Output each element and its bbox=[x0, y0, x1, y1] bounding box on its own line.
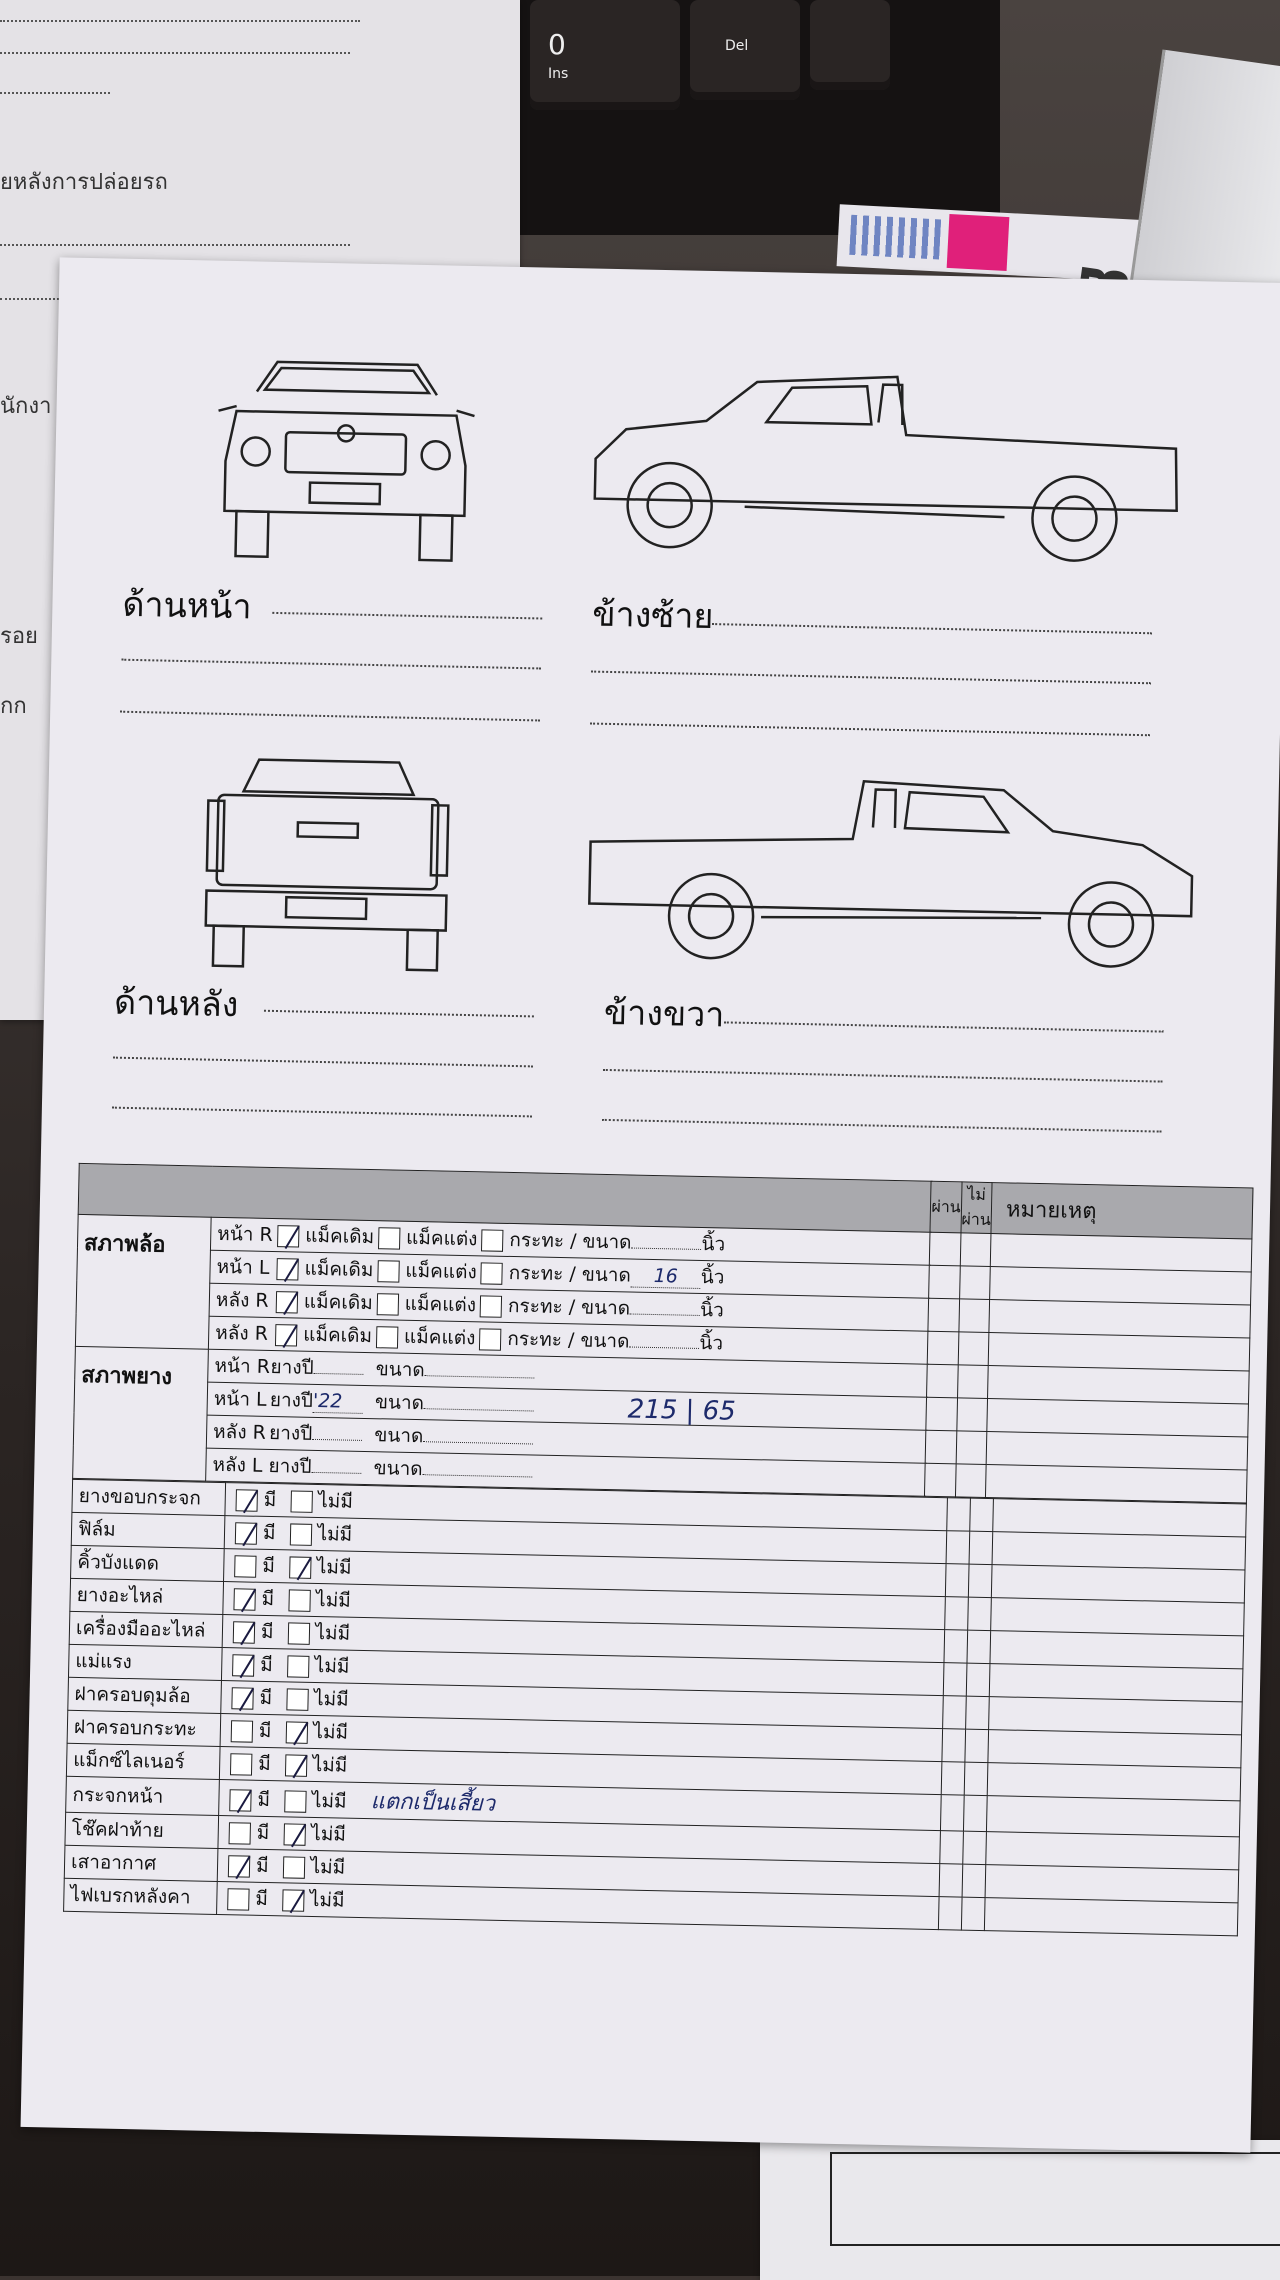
fail-cell[interactable] bbox=[956, 1431, 987, 1465]
accessory-note bbox=[373, 1654, 374, 1679]
no-label: ไม่มี bbox=[311, 1789, 347, 1813]
accessory-name: แม่แรง bbox=[68, 1644, 222, 1680]
pass-cell[interactable] bbox=[926, 1430, 957, 1464]
pass-cell[interactable] bbox=[926, 1397, 957, 1431]
pass-cell[interactable] bbox=[946, 1531, 970, 1564]
no-label: ไม่มี bbox=[313, 1687, 349, 1711]
remarks-cell[interactable] bbox=[990, 1267, 1252, 1305]
yes-label: มี bbox=[263, 1488, 277, 1512]
yes-label: มี bbox=[262, 1554, 276, 1578]
no-label: ไม่มี bbox=[313, 1720, 349, 1744]
dotted-line bbox=[0, 20, 360, 22]
remarks-cell[interactable] bbox=[990, 1631, 1244, 1669]
pass-cell[interactable] bbox=[942, 1729, 966, 1762]
none-checkbox[interactable] bbox=[283, 1823, 305, 1845]
bottom-sheet bbox=[760, 2140, 1280, 2280]
pass-cell[interactable] bbox=[944, 1630, 968, 1663]
accessory-note bbox=[368, 1888, 369, 1913]
size-field[interactable] bbox=[424, 1408, 534, 1411]
custom-mag-checkbox[interactable] bbox=[480, 1295, 502, 1317]
pass-cell[interactable] bbox=[945, 1597, 969, 1630]
accessory-name: ฝาครอบกระทะ bbox=[67, 1710, 221, 1746]
original-mag-checkbox[interactable] bbox=[378, 1227, 400, 1249]
yes-label: มี bbox=[256, 1821, 270, 1845]
fail-cell[interactable] bbox=[966, 1663, 990, 1696]
pass-cell[interactable] bbox=[940, 1831, 964, 1864]
none-checkbox[interactable] bbox=[285, 1721, 307, 1743]
dotted-line bbox=[121, 659, 541, 670]
accessory-name: ฟิล์ม bbox=[71, 1512, 225, 1548]
year-label: ยางปี bbox=[270, 1355, 314, 1379]
key-sub-label: Ins bbox=[548, 66, 569, 82]
has-checkbox[interactable] bbox=[234, 1555, 256, 1577]
pass-cell[interactable] bbox=[941, 1762, 965, 1795]
dotted-line bbox=[0, 92, 110, 94]
dotted-line bbox=[724, 1021, 1164, 1032]
no-label: ไม่มี bbox=[310, 1855, 346, 1879]
dotted-line bbox=[603, 1069, 1163, 1083]
yes-label: มี bbox=[259, 1686, 273, 1710]
none-checkbox[interactable] bbox=[282, 1889, 304, 1911]
no-label: ไม่มี bbox=[312, 1753, 348, 1777]
left-side-view-drawing bbox=[583, 358, 1187, 581]
no-label: ไม่มี bbox=[316, 1556, 352, 1579]
option-label: แม็คแต่ง bbox=[405, 1259, 477, 1284]
custom-mag-checkbox[interactable] bbox=[479, 1328, 501, 1350]
yes-label: มี bbox=[255, 1854, 269, 1878]
sheet-text: นักงา bbox=[0, 394, 52, 419]
dotted-line bbox=[712, 623, 1152, 634]
remarks-cell[interactable] bbox=[986, 1796, 1240, 1837]
none-checkbox[interactable] bbox=[287, 1622, 309, 1644]
handwritten-tire-size: 215 | 65 bbox=[627, 1394, 737, 1427]
dotted-line bbox=[272, 612, 542, 620]
custom-mag-checkbox[interactable] bbox=[481, 1229, 503, 1251]
pass-cell[interactable] bbox=[928, 1298, 959, 1332]
size-label: กระทะ / ขนาด bbox=[507, 1294, 631, 1320]
wheel-check[interactable] bbox=[277, 1225, 299, 1247]
fail-cell[interactable] bbox=[965, 1729, 989, 1762]
dotted-line bbox=[590, 723, 1150, 737]
yes-label: มี bbox=[257, 1788, 271, 1812]
original-mag-checkbox[interactable] bbox=[376, 1326, 398, 1348]
accessory-note bbox=[376, 1522, 377, 1547]
pass-cell[interactable] bbox=[945, 1564, 969, 1597]
none-checkbox[interactable] bbox=[284, 1754, 306, 1776]
fail-cell[interactable] bbox=[968, 1564, 992, 1597]
dotted-line bbox=[112, 1107, 532, 1118]
fail-cell[interactable] bbox=[955, 1464, 986, 1498]
remarks-cell[interactable] bbox=[993, 1499, 1247, 1537]
accessory-note bbox=[370, 1822, 371, 1847]
yes-label: มี bbox=[255, 1887, 269, 1911]
wheel-check[interactable] bbox=[276, 1291, 298, 1313]
fail-cell[interactable] bbox=[970, 1498, 994, 1531]
dotted-line bbox=[0, 244, 350, 246]
no-label: ไม่มี bbox=[315, 1621, 351, 1645]
remarks-cell[interactable] bbox=[985, 1464, 1247, 1502]
size-field[interactable] bbox=[425, 1375, 535, 1378]
remarks-cell[interactable] bbox=[984, 1898, 1238, 1936]
accessory-note bbox=[377, 1489, 378, 1514]
size-label: ขนาด bbox=[373, 1457, 423, 1481]
tire-position: หลัง L bbox=[212, 1453, 263, 1477]
dotted-line bbox=[0, 52, 350, 54]
inspection-form bbox=[21, 257, 1280, 2152]
size-value[interactable] bbox=[629, 1346, 699, 1348]
unit-label: นิ้ว bbox=[699, 1298, 725, 1322]
rear-view-drawing bbox=[195, 750, 460, 975]
accessory-name: เครื่องมืออะไหล่ bbox=[69, 1611, 223, 1647]
dotted-line bbox=[264, 1010, 534, 1018]
no-label: ไม่มี bbox=[315, 1588, 352, 1612]
none-checkbox[interactable] bbox=[284, 1790, 306, 1812]
remarks-cell[interactable] bbox=[987, 1763, 1241, 1801]
none-checkbox[interactable] bbox=[289, 1556, 311, 1578]
no-label: ไม่มี bbox=[309, 1888, 345, 1912]
fail-cell[interactable] bbox=[963, 1795, 987, 1831]
remarks-cell[interactable] bbox=[986, 1832, 1240, 1870]
wheel-position: หน้า R bbox=[217, 1222, 273, 1246]
wheels-section-title: สภาพล้อ bbox=[75, 1214, 211, 1349]
none-checkbox[interactable] bbox=[282, 1856, 304, 1878]
size-value[interactable] bbox=[631, 1248, 701, 1250]
no-label: ไม่มี bbox=[311, 1822, 347, 1846]
year-value[interactable] bbox=[311, 1472, 361, 1474]
accessory-name: ยางอะไหล่ bbox=[70, 1578, 224, 1614]
tire-position: หลัง R bbox=[212, 1420, 267, 1444]
remarks-cell[interactable] bbox=[985, 1865, 1239, 1903]
option-label: แม็คเดิม bbox=[304, 1257, 374, 1282]
accessory-note bbox=[374, 1621, 375, 1646]
left-view-label: ข้างซ้าย bbox=[591, 594, 714, 638]
wheel-check[interactable] bbox=[275, 1324, 297, 1346]
right-side-view-drawing bbox=[580, 763, 1204, 986]
pass-cell[interactable] bbox=[943, 1696, 967, 1729]
yes-label: มี bbox=[262, 1521, 276, 1545]
none-checkbox[interactable] bbox=[290, 1490, 312, 1512]
size-label: ขนาด bbox=[375, 1358, 425, 1382]
has-checkbox[interactable] bbox=[230, 1753, 252, 1775]
accessory-note bbox=[371, 1753, 372, 1778]
remarks-cell[interactable] bbox=[989, 1300, 1251, 1338]
front-view-label: ด้านหน้า bbox=[122, 584, 253, 628]
accessory-note bbox=[369, 1855, 370, 1880]
rear-view-label: ด้านหลัง bbox=[113, 982, 239, 1026]
year-label: ยางปี bbox=[268, 1454, 312, 1478]
sheet-text: ยหลังการปล่อยรถ bbox=[0, 170, 168, 195]
checklist-table bbox=[72, 1163, 1253, 1504]
accessory-name: ไฟเบรกหลังคา bbox=[64, 1878, 218, 1914]
wheel-check[interactable] bbox=[276, 1258, 298, 1280]
remarks-cell[interactable] bbox=[989, 1664, 1243, 1702]
keyboard bbox=[490, 0, 1000, 235]
dotted-line bbox=[120, 711, 540, 722]
pass-cell[interactable] bbox=[947, 1498, 971, 1531]
fail-cell[interactable] bbox=[964, 1762, 988, 1795]
remarks-cell[interactable] bbox=[988, 1333, 1250, 1371]
size-label: กระทะ / ขนาด bbox=[509, 1228, 632, 1254]
accessory-name: ยางขอบกระจก bbox=[72, 1479, 226, 1515]
yes-label: มี bbox=[260, 1620, 274, 1644]
size-label: กระทะ / ขนาด bbox=[508, 1261, 632, 1287]
tires-section-title: สภาพยาง bbox=[73, 1346, 209, 1481]
dotted-line bbox=[602, 1119, 1162, 1133]
size-label: ขนาด bbox=[374, 1391, 425, 1415]
accessory-name: โช๊คฝาท้าย bbox=[65, 1812, 219, 1848]
fail-cell[interactable] bbox=[957, 1398, 988, 1432]
no-label: ไม่มี bbox=[318, 1490, 354, 1513]
remarks-cell[interactable] bbox=[988, 1730, 1242, 1768]
remarks-cell[interactable] bbox=[992, 1532, 1246, 1570]
tire-position: หน้า R bbox=[214, 1354, 271, 1378]
none-checkbox[interactable] bbox=[287, 1655, 309, 1677]
wheel-position: หลัง R bbox=[215, 1288, 269, 1312]
remarks-cell[interactable] bbox=[988, 1366, 1250, 1404]
wheel-position: หน้า L bbox=[216, 1255, 270, 1279]
has-checkbox[interactable] bbox=[236, 1489, 258, 1511]
fail-cell[interactable] bbox=[959, 1266, 990, 1300]
key-blank bbox=[810, 0, 890, 90]
accessories-table bbox=[63, 1479, 1247, 1937]
pass-cell[interactable] bbox=[925, 1463, 956, 1497]
right-view-label: ข้างขวา bbox=[603, 992, 725, 1036]
remarks-cell[interactable] bbox=[986, 1431, 1248, 1469]
none-checkbox[interactable] bbox=[289, 1523, 311, 1545]
key-del bbox=[690, 0, 800, 100]
dotted-line bbox=[113, 1057, 533, 1068]
has-checkbox[interactable] bbox=[233, 1621, 255, 1643]
accessory-note bbox=[372, 1720, 373, 1745]
accessory-name: คิ้วบังแดด bbox=[71, 1545, 225, 1581]
original-mag-checkbox[interactable] bbox=[377, 1260, 399, 1282]
remarks-cell[interactable] bbox=[989, 1697, 1243, 1735]
year-value[interactable] bbox=[312, 1439, 362, 1441]
pass-cell[interactable] bbox=[939, 1864, 963, 1897]
yes-label: มี bbox=[257, 1752, 271, 1776]
pass-cell[interactable] bbox=[940, 1795, 964, 1831]
remarks-cell[interactable] bbox=[987, 1399, 1249, 1437]
key-sub-label: Del bbox=[725, 38, 749, 54]
unit-label: นิ้ว bbox=[701, 1232, 726, 1256]
fail-cell[interactable] bbox=[968, 1597, 992, 1630]
has-checkbox[interactable] bbox=[227, 1888, 249, 1910]
fail-cell[interactable] bbox=[963, 1831, 987, 1864]
year-label: ยางปี bbox=[269, 1388, 314, 1412]
has-checkbox[interactable] bbox=[233, 1588, 255, 1610]
accessory-note: แตกเป็นเสี้ยว bbox=[370, 1789, 496, 1817]
option-label: แม็คแต่ง bbox=[403, 1325, 476, 1350]
fail-cell[interactable] bbox=[969, 1531, 993, 1564]
header-remarks: หมายเหตุ bbox=[991, 1183, 1253, 1239]
remarks-cell[interactable] bbox=[991, 1565, 1245, 1603]
sheet-text: รอย bbox=[0, 624, 38, 649]
accessory-name: กระจกหน้า bbox=[66, 1776, 220, 1815]
remarks-cell[interactable] bbox=[990, 1234, 1252, 1272]
wheel-position: หลัง R bbox=[214, 1321, 269, 1345]
accessory-note bbox=[375, 1555, 376, 1580]
has-checkbox[interactable] bbox=[228, 1855, 250, 1877]
yes-label: มี bbox=[258, 1719, 272, 1743]
header-pass: ผ่าน bbox=[930, 1181, 961, 1233]
yes-label: มี bbox=[261, 1587, 275, 1611]
year-value[interactable]: '22 bbox=[313, 1390, 363, 1414]
size-field[interactable] bbox=[423, 1441, 533, 1444]
option-label: แม็คแต่ง bbox=[404, 1292, 477, 1317]
option-label: แม็คเดิม bbox=[302, 1323, 373, 1348]
fail-cell[interactable] bbox=[960, 1233, 991, 1267]
pass-cell[interactable] bbox=[943, 1663, 967, 1696]
tire-position: หน้า L bbox=[213, 1387, 267, 1411]
original-mag-checkbox[interactable] bbox=[376, 1293, 398, 1315]
has-checkbox[interactable] bbox=[231, 1687, 253, 1709]
none-checkbox[interactable] bbox=[288, 1589, 310, 1611]
pass-cell[interactable] bbox=[929, 1265, 960, 1299]
custom-mag-checkbox[interactable] bbox=[480, 1262, 502, 1284]
accessory-note bbox=[372, 1687, 373, 1712]
fail-cell[interactable] bbox=[958, 1332, 989, 1366]
year-value[interactable] bbox=[314, 1373, 364, 1375]
sheet-text: ุกก bbox=[0, 694, 27, 719]
option-label: แม็คเดิม bbox=[305, 1224, 375, 1249]
header-fail: ไม่ผ่าน bbox=[961, 1182, 992, 1234]
size-field[interactable] bbox=[423, 1474, 533, 1477]
no-label: ไม่มี bbox=[314, 1654, 350, 1678]
unit-label: นิ้ว bbox=[699, 1331, 724, 1355]
remarks-cell[interactable] bbox=[991, 1598, 1245, 1636]
key-main-label: 0 bbox=[548, 28, 566, 61]
accessory-name: ฝาครอบดุมล้อ bbox=[68, 1677, 222, 1713]
has-checkbox[interactable] bbox=[231, 1720, 253, 1742]
size-value[interactable] bbox=[630, 1314, 700, 1316]
pass-cell[interactable] bbox=[930, 1232, 961, 1266]
has-checkbox[interactable] bbox=[232, 1654, 254, 1676]
pass-cell[interactable] bbox=[927, 1364, 958, 1398]
size-label: ขนาด bbox=[374, 1424, 424, 1448]
year-label: ยางปี bbox=[268, 1421, 313, 1445]
unit-label: นิ้ว bbox=[700, 1265, 725, 1289]
fail-cell[interactable] bbox=[962, 1864, 986, 1897]
pass-cell[interactable] bbox=[938, 1897, 962, 1930]
size-label: กระทะ / ขนาด bbox=[507, 1327, 630, 1353]
accessory-name: เสาอากาศ bbox=[64, 1845, 218, 1881]
fail-cell[interactable] bbox=[967, 1630, 991, 1663]
size-value[interactable]: 16 bbox=[631, 1265, 701, 1289]
none-checkbox[interactable] bbox=[286, 1688, 308, 1710]
key-ins bbox=[530, 0, 680, 110]
fail-cell[interactable] bbox=[961, 1897, 985, 1930]
accessory-name: แม็กซ์ไลเนอร์ bbox=[66, 1743, 220, 1779]
has-checkbox[interactable] bbox=[229, 1822, 251, 1844]
has-checkbox[interactable] bbox=[229, 1789, 251, 1811]
option-label: แม็คแต่ง bbox=[405, 1226, 478, 1251]
fail-cell[interactable] bbox=[966, 1696, 990, 1729]
pass-cell[interactable] bbox=[928, 1331, 959, 1365]
accessory-note bbox=[375, 1588, 376, 1613]
no-label: ไม่มี bbox=[317, 1523, 353, 1546]
fail-cell[interactable] bbox=[959, 1299, 990, 1333]
option-label: แม็คเดิม bbox=[303, 1290, 373, 1315]
dotted-line bbox=[591, 671, 1151, 685]
has-checkbox[interactable] bbox=[235, 1522, 257, 1544]
yes-label: มี bbox=[260, 1653, 274, 1677]
front-view-drawing bbox=[213, 351, 477, 566]
fail-cell[interactable] bbox=[957, 1365, 988, 1399]
